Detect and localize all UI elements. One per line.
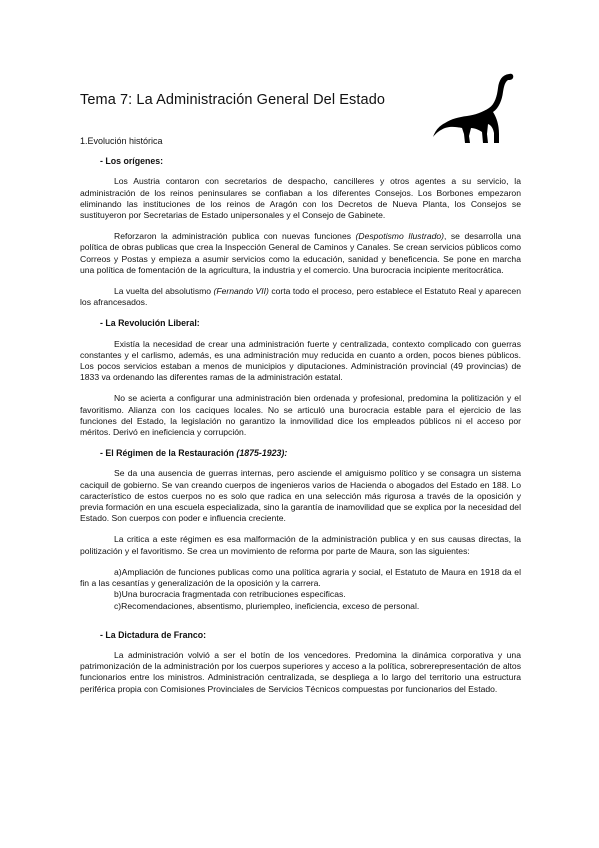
subsection-heading: - El Régimen de la Restauración (1875-1923): [100, 448, 288, 459]
body-paragraph: Existía la necesidad de crear una administración fuerte y centralizada, contexto complicado con guerras constantes y el carlismo, además, es una administración muy reducida en cuanto a orden, pocos bienes públicos. Los pocos servicios estaban a menos de municipios y diputaciones. Administración provincial (49 provincias) de 1833 va ordenando las diferentes ramas de la administración estatal. [80, 338, 521, 383]
list-item: b)Una burocracia fragmentada con retribuciones especificas. [114, 589, 346, 600]
sections-container [80, 156, 521, 695]
body-paragraph: Los Austria contaron con secretarios de despacho, cancilleres y otros agentes a su servicio, la administración de los reinos peninsulares se confiaban a los diferentes Consejos. Los Borbones empezaron eliminando las instituciones de los reinos de Aragón con los Decretos de Nueva Planta, los Consejos se sustituyeron por Secretarias de Estado unipersonales y el Consejo de Gabinete. [80, 176, 521, 221]
subsection-heading: - La Revolución Liberal: [100, 318, 200, 329]
list-item: c)Recomendaciones, absentismo, pluriempleo, ineficiencia, exceso de personal. [114, 600, 420, 611]
body-paragraph: La vuelta del absolutismo (Fernando VII) corta todo el proceso, pero establece el Estatuto Real y aparecen los afrancesados. [80, 286, 521, 308]
body-paragraph: La critica a este régimen es esa malformación de la administración publica y en sus causas directas, la politización y el favoritismo. Se crea un movimiento de reforma por parte de Maura, son las siguientes: [80, 534, 521, 556]
section-heading: 1.Evolución histórica [80, 136, 163, 146]
document-body [80, 136, 521, 705]
list-item: a)Ampliación de funciones publicas como una política agraria y social, el Estatuto de Maura en 1918 da el fin a las cesantías y generalización de la oposición y la carrera. [80, 566, 521, 589]
reform-list [80, 567, 521, 612]
body-paragraph: La administración volvió a ser el botín de los vencedores. Predomina la dinámica corporativa y una patrimonización de la administración por los cuerpos superiores y acceso a la política, sobrerepresentación de altos funcionarios entre los ministros. Administración centralizada, se despliega a lo largo del territorio una estructura periférica propia con Comisiones Provinciales de Servicios Técnicos compuestas por funcionarios del Estado. [80, 649, 521, 694]
subsection-heading: - Los orígenes: [100, 156, 164, 167]
subsection-heading: - La Dictadura de Franco: [100, 629, 207, 640]
dinosaur-icon [433, 70, 515, 144]
body-paragraph: Reforzaron la administración publica con nuevas funciones (Despotismo Ilustrado), se desarrolla una política de obras publicas que crea la Inspección General de Caminos y Canales. Se crean servicios públicos como Correos y Postas y empieza a asumir servicios como la educación, sanidad y beneficencia. Se pone en marcha una política de fomentación de la agricultura, la industria y el comercio. Una burocracia incipiente meritocrática. [80, 231, 521, 275]
body-paragraph: Se da una ausencia de guerras internas, pero asciende el amiguismo político y se consagra un sistema caciquil de gobierno. Se van creando cuerpos de ingenieros varios de Hacienda o abogados del Estado en 188. Lo característico de estos cuerpos no es solo que radica en una selección más rigurosa a través de la oposición y previa formación en una escuela especializada, sino la garantía de inamovilidad que se explica por la necesidad del Estado. Son cuerpos con poder e influencia creciente. [80, 468, 521, 524]
document-title: Tema 7: La Administración General Del Estado [80, 92, 386, 108]
body-paragraph: No se acierta a configurar una administración bien ordenada y profesional, predomina la politización y el favoritismo. Alianza con los caciques locales. No se articuló una burocracia estable para el ejercicio de las funciones del Estado, la legislación no garantizo la inmovilidad dice los empleados públicos ni el acceso por méritos. Derivó en ineficiencia y corrupción. [80, 393, 521, 438]
